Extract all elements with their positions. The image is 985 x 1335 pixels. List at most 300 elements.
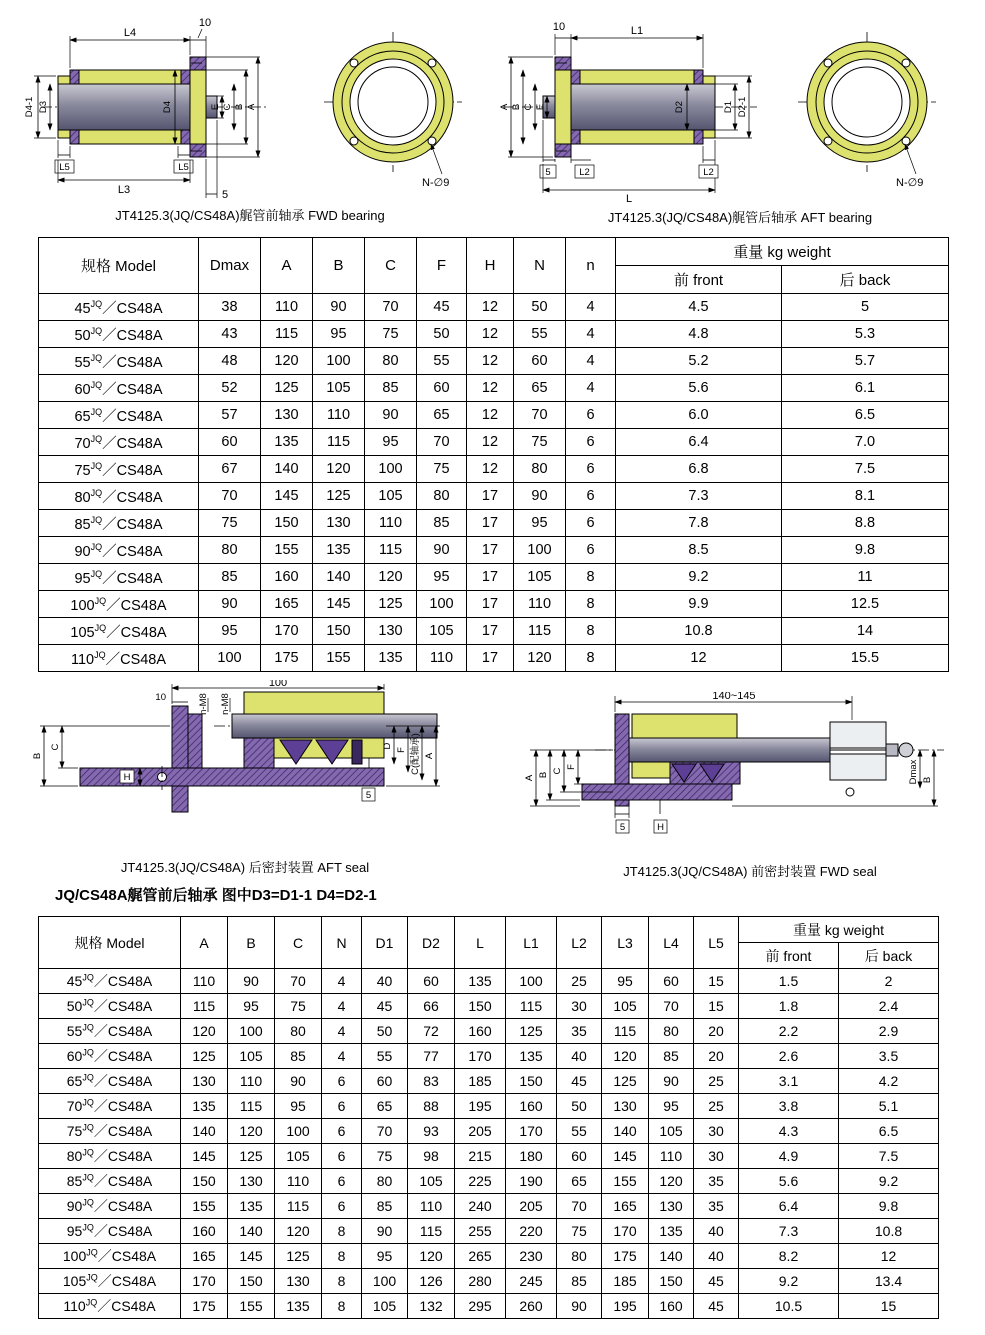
value-cell: 90: [514, 483, 566, 510]
value-cell: 85: [417, 510, 467, 537]
value-cell: 60: [649, 969, 694, 994]
dim-label-d2: D2: [674, 100, 685, 114]
model-cell: $105^{JQ}/CS48A$: [39, 1269, 181, 1294]
value-cell: 115: [506, 994, 557, 1019]
value-cell: 65: [557, 1169, 602, 1194]
value-cell: 110: [417, 645, 467, 672]
table-row: [39, 456, 949, 483]
value-cell: 145: [261, 483, 313, 510]
value-cell: 120: [408, 1244, 455, 1269]
dim-label-l5a: L5: [59, 162, 70, 173]
value-cell: 105: [602, 994, 649, 1019]
value-cell: 12: [467, 456, 514, 483]
model-cell: $100^{JQ}/CS48A$: [39, 1244, 181, 1269]
value-cell: 14: [782, 618, 949, 645]
value-cell: 85: [365, 375, 417, 402]
model-cell: $55^{JQ}/CS48A$: [39, 348, 199, 375]
value-cell: 55: [362, 1044, 408, 1069]
table-row: [39, 348, 949, 375]
value-cell: 105: [275, 1144, 322, 1169]
value-cell: 240: [455, 1194, 506, 1219]
dim-label-d: D: [382, 742, 393, 750]
model-cell: $80^{JQ}/CS48A$: [39, 483, 199, 510]
value-cell: 2.4: [839, 994, 939, 1019]
value-cell: 110: [275, 1169, 322, 1194]
dim-label-nm8a: n-M8: [198, 693, 209, 715]
value-cell: 135: [228, 1194, 275, 1219]
dim-label-c: C: [552, 767, 563, 775]
table-row: [39, 1044, 939, 1069]
value-cell: 9.9: [616, 591, 782, 618]
value-cell: 195: [455, 1094, 506, 1119]
value-cell: 15: [694, 994, 739, 1019]
value-cell: 125: [602, 1069, 649, 1094]
dim-label-l5b: L5: [178, 162, 189, 173]
value-cell: 165: [602, 1194, 649, 1219]
fwd-seal-body: [582, 714, 944, 806]
value-cell: 245: [506, 1269, 557, 1294]
value-cell: 6: [566, 402, 616, 429]
value-cell: 77: [408, 1044, 455, 1069]
value-cell: 255: [455, 1219, 506, 1244]
value-cell: 12.5: [782, 591, 949, 618]
value-cell: 4: [322, 969, 362, 994]
value-cell: 5.1: [839, 1094, 939, 1119]
dim-label-a: A: [524, 774, 535, 782]
value-cell: 9.2: [616, 564, 782, 591]
value-cell: 66: [408, 994, 455, 1019]
value-cell: 170: [181, 1269, 228, 1294]
value-cell: 145: [228, 1244, 275, 1269]
dim-label-l4: L4: [123, 27, 137, 39]
value-cell: 12: [467, 429, 514, 456]
aft-seal-caption: JT4125.3(JQ/CS48A) 后密封装置 AFT seal: [120, 860, 370, 875]
dim-label-e: E: [535, 103, 546, 111]
value-cell: 135: [365, 645, 417, 672]
value-cell: 132: [408, 1294, 455, 1319]
column-header: H: [467, 238, 514, 294]
model-cell: $100^{JQ}/CS48A$: [39, 591, 199, 618]
table1-body: [39, 294, 949, 672]
value-cell: 6: [566, 510, 616, 537]
value-cell: 150: [261, 510, 313, 537]
dim-label-d2-1: D2-1: [737, 96, 748, 118]
value-cell: 110: [228, 1069, 275, 1094]
value-cell: 70: [649, 994, 694, 1019]
value-cell: 95: [365, 429, 417, 456]
table-row: [39, 510, 949, 537]
column-header: D1: [362, 917, 408, 969]
value-cell: 135: [506, 1044, 557, 1069]
value-cell: 12: [467, 348, 514, 375]
aft-seal-drawing: [22, 680, 447, 857]
dim-label-5: 5: [222, 189, 229, 201]
value-cell: 160: [181, 1219, 228, 1244]
value-cell: 115: [228, 1094, 275, 1119]
value-cell: 155: [313, 645, 365, 672]
value-cell: 12: [467, 294, 514, 321]
value-cell: 6: [566, 483, 616, 510]
value-cell: 60: [514, 348, 566, 375]
header-row: [39, 238, 949, 266]
value-cell: 280: [455, 1269, 506, 1294]
value-cell: 10.8: [839, 1219, 939, 1244]
model-cell: $50^{JQ}/CS48A$: [39, 994, 181, 1019]
value-cell: 145: [602, 1144, 649, 1169]
value-cell: 150: [455, 994, 506, 1019]
value-cell: 6: [322, 1194, 362, 1219]
value-cell: 8.1: [782, 483, 949, 510]
value-cell: 7.5: [782, 456, 949, 483]
column-header: Dmax: [199, 238, 261, 294]
value-cell: 75: [365, 321, 417, 348]
value-cell: 170: [455, 1044, 506, 1069]
value-cell: 95: [602, 969, 649, 994]
dim-label-140-145: 140~145: [712, 692, 756, 702]
value-cell: 95: [199, 618, 261, 645]
value-cell: 6: [566, 456, 616, 483]
table-row: [39, 537, 949, 564]
header-row: [39, 917, 939, 943]
value-cell: 88: [408, 1094, 455, 1119]
dim-label-b2: B: [922, 776, 933, 784]
table-row: [39, 1294, 939, 1319]
value-cell: 145: [313, 591, 365, 618]
value-cell: 12: [467, 375, 514, 402]
model-cell: $45^{JQ}/CS48A$: [39, 969, 181, 994]
value-cell: 100: [362, 1269, 408, 1294]
value-cell: 60: [362, 1069, 408, 1094]
value-cell: 95: [649, 1094, 694, 1119]
value-cell: 160: [261, 564, 313, 591]
value-cell: 60: [417, 375, 467, 402]
value-cell: 80: [417, 483, 467, 510]
model-cell: $45^{JQ}/CS48A$: [39, 294, 199, 321]
value-cell: 90: [365, 402, 417, 429]
value-cell: 110: [365, 510, 417, 537]
value-cell: 55: [514, 321, 566, 348]
value-cell: 115: [602, 1019, 649, 1044]
value-cell: 60: [408, 969, 455, 994]
dim-label-e: E: [210, 103, 221, 111]
value-cell: 110: [261, 294, 313, 321]
fwd-bearing-drawing: [25, 12, 280, 209]
value-cell: 90: [417, 537, 467, 564]
dim-label-d3: D3: [38, 100, 49, 114]
value-cell: 6.1: [782, 375, 949, 402]
value-cell: 6: [566, 537, 616, 564]
value-cell: 7.3: [616, 483, 782, 510]
value-cell: 5: [782, 294, 949, 321]
model-cell: $70^{JQ}/CS48A$: [39, 1094, 181, 1119]
table-row: [39, 1069, 939, 1094]
value-cell: 4: [566, 294, 616, 321]
dim-label-c: C: [523, 103, 534, 111]
value-cell: 220: [506, 1219, 557, 1244]
bearing-dimensions-table: [38, 237, 949, 672]
column-header: L1: [506, 917, 557, 969]
value-cell: 115: [514, 618, 566, 645]
column-header: A: [181, 917, 228, 969]
value-cell: 4: [566, 321, 616, 348]
value-cell: 7.8: [616, 510, 782, 537]
value-cell: 100: [199, 645, 261, 672]
value-cell: 80: [514, 456, 566, 483]
value-cell: 70: [275, 969, 322, 994]
value-cell: 20: [694, 1019, 739, 1044]
value-cell: 190: [506, 1169, 557, 1194]
value-cell: 205: [506, 1194, 557, 1219]
value-cell: 57: [199, 402, 261, 429]
dim-label-nm8b: n-M8: [220, 693, 231, 715]
value-cell: 30: [694, 1119, 739, 1144]
model-cell: $110^{JQ}/CS48A$: [39, 1294, 181, 1319]
dim-label-100: 100: [268, 680, 288, 689]
value-cell: 130: [365, 618, 417, 645]
value-cell: 50: [557, 1094, 602, 1119]
value-cell: 10.5: [739, 1294, 839, 1319]
model-cell: $95^{JQ}/CS48A$: [39, 1219, 181, 1244]
value-cell: 75: [557, 1219, 602, 1244]
table-row: [39, 564, 949, 591]
value-cell: 110: [408, 1194, 455, 1219]
value-cell: 230: [506, 1244, 557, 1269]
value-cell: 80: [199, 537, 261, 564]
dim-label-b: B: [511, 103, 522, 111]
value-cell: 120: [228, 1119, 275, 1144]
value-cell: 105: [365, 483, 417, 510]
weight-back-header: 后 back: [839, 943, 939, 969]
value-cell: 70: [362, 1119, 408, 1144]
value-cell: 120: [649, 1169, 694, 1194]
value-cell: 35: [557, 1019, 602, 1044]
value-cell: 17: [467, 618, 514, 645]
value-cell: 65: [514, 375, 566, 402]
value-cell: 40: [694, 1219, 739, 1244]
aft-bearing-drawing: [495, 12, 765, 209]
table-row: [39, 1144, 939, 1169]
value-cell: 165: [261, 591, 313, 618]
value-cell: 110: [649, 1144, 694, 1169]
value-cell: 125: [506, 1019, 557, 1044]
model-cell: $75^{JQ}/CS48A$: [39, 1119, 181, 1144]
value-cell: 215: [455, 1144, 506, 1169]
value-cell: 170: [261, 618, 313, 645]
value-cell: 115: [181, 994, 228, 1019]
value-cell: 125: [228, 1144, 275, 1169]
value-cell: 130: [275, 1269, 322, 1294]
value-cell: 55: [557, 1119, 602, 1144]
value-cell: 1.8: [739, 994, 839, 1019]
model-cell: $105^{JQ}/CS48A$: [39, 618, 199, 645]
value-cell: 160: [649, 1294, 694, 1319]
value-cell: 135: [275, 1294, 322, 1319]
dim-label-d4: D4: [162, 100, 173, 114]
value-cell: 6.4: [739, 1194, 839, 1219]
table-row: [39, 1194, 939, 1219]
model-cell: $50^{JQ}/CS48A$: [39, 321, 199, 348]
column-header: C: [275, 917, 322, 969]
table-row: [39, 1269, 939, 1294]
value-cell: 105: [362, 1294, 408, 1319]
value-cell: 43: [199, 321, 261, 348]
value-cell: 160: [455, 1019, 506, 1044]
value-cell: 100: [506, 969, 557, 994]
value-cell: 75: [275, 994, 322, 1019]
value-cell: 8: [322, 1294, 362, 1319]
value-cell: 3.8: [739, 1094, 839, 1119]
value-cell: 165: [181, 1244, 228, 1269]
value-cell: 155: [602, 1169, 649, 1194]
value-cell: 11: [782, 564, 949, 591]
table-row: [39, 645, 949, 672]
model-cell: $110^{JQ}/CS48A$: [39, 645, 199, 672]
value-cell: 105: [313, 375, 365, 402]
value-cell: 130: [261, 402, 313, 429]
value-cell: 155: [228, 1294, 275, 1319]
value-cell: 48: [199, 348, 261, 375]
value-cell: 135: [649, 1219, 694, 1244]
value-cell: 38: [199, 294, 261, 321]
value-cell: 105: [408, 1169, 455, 1194]
value-cell: 8: [566, 618, 616, 645]
value-cell: 20: [694, 1044, 739, 1069]
value-cell: 93: [408, 1119, 455, 1144]
value-cell: 5.6: [739, 1169, 839, 1194]
value-cell: 115: [365, 537, 417, 564]
column-header: D2: [408, 917, 455, 969]
table-row: [39, 969, 939, 994]
value-cell: 90: [362, 1219, 408, 1244]
value-cell: 140: [313, 564, 365, 591]
value-cell: 60: [557, 1144, 602, 1169]
value-cell: 115: [408, 1219, 455, 1244]
value-cell: 40: [694, 1244, 739, 1269]
table-row: [39, 1244, 939, 1269]
value-cell: 135: [313, 537, 365, 564]
value-cell: 2: [839, 969, 939, 994]
value-cell: 15: [839, 1294, 939, 1319]
weight-back-header: 后 back: [782, 266, 949, 294]
dim-label-h: H: [123, 772, 131, 783]
value-cell: 90: [313, 294, 365, 321]
value-cell: 45: [557, 1069, 602, 1094]
value-cell: 45: [694, 1269, 739, 1294]
dim-label-l1: L1: [630, 25, 644, 37]
value-cell: 5.3: [782, 321, 949, 348]
value-cell: 175: [602, 1244, 649, 1269]
value-cell: 8.8: [782, 510, 949, 537]
column-header: L3: [602, 917, 649, 969]
table-row: [39, 1169, 939, 1194]
value-cell: 195: [602, 1294, 649, 1319]
value-cell: 3.1: [739, 1069, 839, 1094]
value-cell: 17: [467, 564, 514, 591]
column-header: n: [566, 238, 616, 294]
value-cell: 25: [694, 1069, 739, 1094]
value-cell: 125: [275, 1244, 322, 1269]
table2-body: [39, 969, 939, 1319]
value-cell: 25: [557, 969, 602, 994]
value-cell: 4.3: [739, 1119, 839, 1144]
value-cell: 70: [365, 294, 417, 321]
value-cell: 90: [228, 969, 275, 994]
value-cell: 6: [322, 1094, 362, 1119]
seal-dimensions-table: [38, 916, 939, 1319]
fwd-bearing-caption: JT4125.3(JQ/CS48A)艉管前轴承 FWD bearing: [115, 208, 385, 223]
value-cell: 5.7: [782, 348, 949, 375]
dim-label-c: C: [222, 103, 233, 111]
value-cell: 126: [408, 1269, 455, 1294]
value-cell: 5.6: [616, 375, 782, 402]
value-cell: 17: [467, 483, 514, 510]
aft-seal-body: [80, 692, 442, 812]
value-cell: 17: [467, 645, 514, 672]
value-cell: 100: [365, 456, 417, 483]
value-cell: 135: [261, 429, 313, 456]
value-cell: 9.8: [839, 1194, 939, 1219]
value-cell: 155: [181, 1194, 228, 1219]
value-cell: 70: [417, 429, 467, 456]
dim-label-f: F: [566, 764, 577, 770]
column-header: C: [365, 238, 417, 294]
value-cell: 95: [313, 321, 365, 348]
value-cell: 80: [362, 1169, 408, 1194]
column-header: N: [514, 238, 566, 294]
column-header: L4: [649, 917, 694, 969]
weight-header: 重量 kg weight: [616, 238, 949, 266]
value-cell: 160: [506, 1094, 557, 1119]
dim-label-b: B: [538, 771, 549, 779]
table-row: [39, 321, 949, 348]
value-cell: 95: [417, 564, 467, 591]
value-cell: 150: [181, 1169, 228, 1194]
dim-label-l2a: L2: [579, 167, 590, 178]
value-cell: 17: [467, 591, 514, 618]
value-cell: 85: [275, 1044, 322, 1069]
dim-label-5: 5: [365, 790, 372, 801]
value-cell: 17: [467, 510, 514, 537]
dim-label-5: 5: [545, 167, 551, 178]
table-row: [39, 294, 949, 321]
table-row: [39, 1219, 939, 1244]
value-cell: 95: [362, 1244, 408, 1269]
value-cell: 70: [199, 483, 261, 510]
value-cell: 80: [649, 1019, 694, 1044]
model-header: 规格 Model: [39, 238, 199, 294]
value-cell: 115: [275, 1194, 322, 1219]
value-cell: 75: [514, 429, 566, 456]
value-cell: 125: [313, 483, 365, 510]
model-cell: $60^{JQ}/CS48A$: [39, 375, 199, 402]
value-cell: 115: [261, 321, 313, 348]
value-cell: 6.0: [616, 402, 782, 429]
value-cell: 30: [694, 1144, 739, 1169]
model-cell: $95^{JQ}/CS48A$: [39, 564, 199, 591]
value-cell: 6: [322, 1069, 362, 1094]
dim-label-d1: D1: [723, 100, 734, 114]
model-cell: $85^{JQ}/CS48A$: [39, 1169, 181, 1194]
value-cell: 90: [275, 1069, 322, 1094]
value-cell: 100: [417, 591, 467, 618]
value-cell: 6: [322, 1119, 362, 1144]
value-cell: 67: [199, 456, 261, 483]
value-cell: 6.5: [839, 1119, 939, 1144]
table1-header: [39, 238, 949, 294]
table-row: [39, 1019, 939, 1044]
value-cell: 60: [199, 429, 261, 456]
value-cell: 12: [616, 645, 782, 672]
